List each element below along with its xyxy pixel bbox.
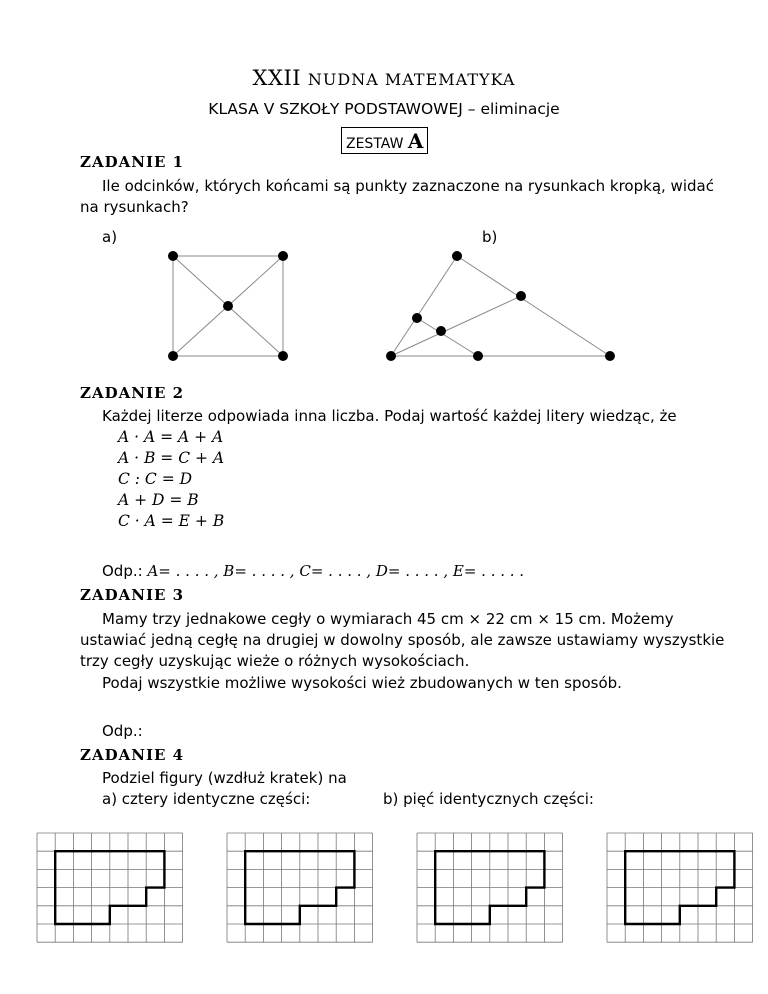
- task1-label-a: a): [102, 228, 118, 246]
- task3-line3: trzy cegły uzyskując wieże o różnych wysokościach.: [80, 652, 470, 670]
- equation-5: C · A = E + B: [118, 512, 225, 530]
- answer-blanks: A= . . . . , B= . . . . , C= . . . . , D= . . . . , E= . . . . .: [147, 562, 525, 580]
- equation-3: C : C = D: [118, 470, 193, 488]
- grid-figure-3: [417, 833, 563, 942]
- task3-line2: ustawiać jedną cegłę na drugiej w dowolny sposób, ale zawsze ustawiamy wyszystkie: [80, 631, 725, 649]
- task1-label-b: b): [482, 228, 498, 246]
- task4-heading: ZADANIE 4: [80, 746, 185, 764]
- equation-1: A · A = A + A: [118, 428, 224, 446]
- grid-figure-1: [37, 833, 183, 942]
- answer-prefix: Odp.:: [102, 562, 143, 580]
- set-label: ZESTAW: [346, 136, 404, 152]
- grid-figure-4: [607, 833, 753, 942]
- task1-heading: ZADANIE 1: [80, 153, 185, 171]
- task3-heading: ZADANIE 3: [80, 586, 185, 604]
- task4-text: Podziel figury (wzdłuż kratek) na: [102, 769, 347, 787]
- task3-line4: Podaj wszystkie możliwe wysokości wież zbudowanych w ten sposób.: [102, 674, 622, 692]
- grid-figure-2: [227, 833, 373, 942]
- page-subtitle: KLASA V SZKOŁY PODSTAWOWEJ – eliminacje: [208, 100, 560, 118]
- task2-heading: ZADANIE 2: [80, 384, 185, 402]
- task4-option-b: b) pięć identycznych części:: [383, 790, 594, 808]
- task4-option-a: a) cztery identyczne części:: [102, 790, 311, 808]
- task3-answer: Odp.:: [102, 722, 143, 740]
- task2-text: Każdej literze odpowiada inna liczba. Podaj wartość każdej litery wiedząc, że: [102, 407, 677, 425]
- equation-4: A + D = B: [118, 491, 199, 509]
- title-rest: NUDNA MATEMATYKA: [307, 70, 516, 89]
- task1-text-line2: na rysunkach?: [80, 198, 189, 216]
- set-letter: A: [407, 129, 424, 153]
- task1-text-line1: Ile odcinków, których końcami są punkty zaznaczone na rysunkach kropką, widać: [102, 177, 714, 195]
- title-roman: XXII: [252, 66, 302, 90]
- equation-2: A · B = C + A: [118, 449, 225, 467]
- task3-line1: Mamy trzy jednakowe cegły o wymiarach 45 cm × 22 cm × 15 cm. Możemy: [102, 610, 674, 628]
